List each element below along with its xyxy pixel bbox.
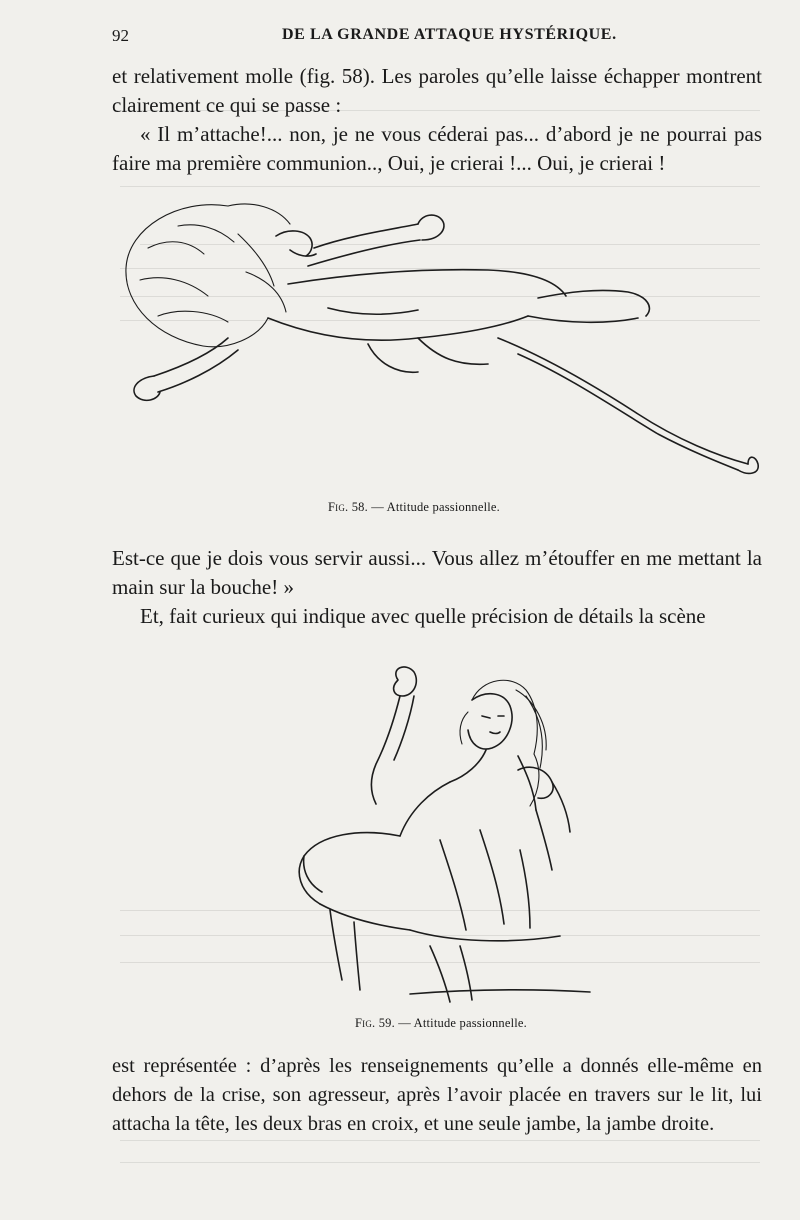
- figure-58-number: Fig. 58.: [328, 500, 368, 514]
- paragraph: Est-ce que je dois vous servir aussi... Vous allez m’étouffer en me mettant la main sur la bouche! »: [112, 546, 762, 599]
- figure-59-caption: [355, 1016, 527, 1031]
- paragraph: Et, fait curieux qui indique avec quelle précision de détails la scène: [140, 604, 706, 628]
- paragraph: et relativement molle (fig. 58). Les paroles qu’elle laisse échapper montrent clairement ce qui se passe :: [112, 64, 762, 117]
- paragraph: est représentée : d’après les renseignements qu’elle a donnés elle-même en dehors de la crise, son agresseur, après l’avoir placée en travers sur le lit, lui attacha la tête, les deux bras en croix, et une seule jambe, la jambe droite.: [112, 1055, 762, 1135]
- text-block-bottom: [112, 1052, 762, 1139]
- figure-59-number: Fig. 59.: [355, 1016, 395, 1030]
- running-header: [112, 26, 772, 50]
- page-number: 92: [112, 26, 129, 45]
- figure-59-illustration: [290, 660, 610, 1008]
- figure-58-caption: [328, 500, 500, 515]
- text-block-top: [112, 62, 762, 178]
- figure-58-illustration: [118, 188, 768, 488]
- figure-58-caption-text: — Attitude passionnelle.: [371, 500, 501, 514]
- figure-58-drawing: [118, 188, 768, 488]
- running-title: DE LA GRANDE ATTAQUE HYSTÉRIQUE.: [282, 26, 617, 43]
- figure-59-caption-text: — Attitude passionnelle.: [398, 1016, 528, 1030]
- figure-59-drawing: [290, 660, 610, 1008]
- text-block-middle: [112, 544, 762, 631]
- paragraph: « Il m’attache!... non, je ne vous céderai pas... d’abord je ne pourrai pas faire ma première communion.., Oui, je crierai !... Oui, je crierai !: [112, 122, 762, 175]
